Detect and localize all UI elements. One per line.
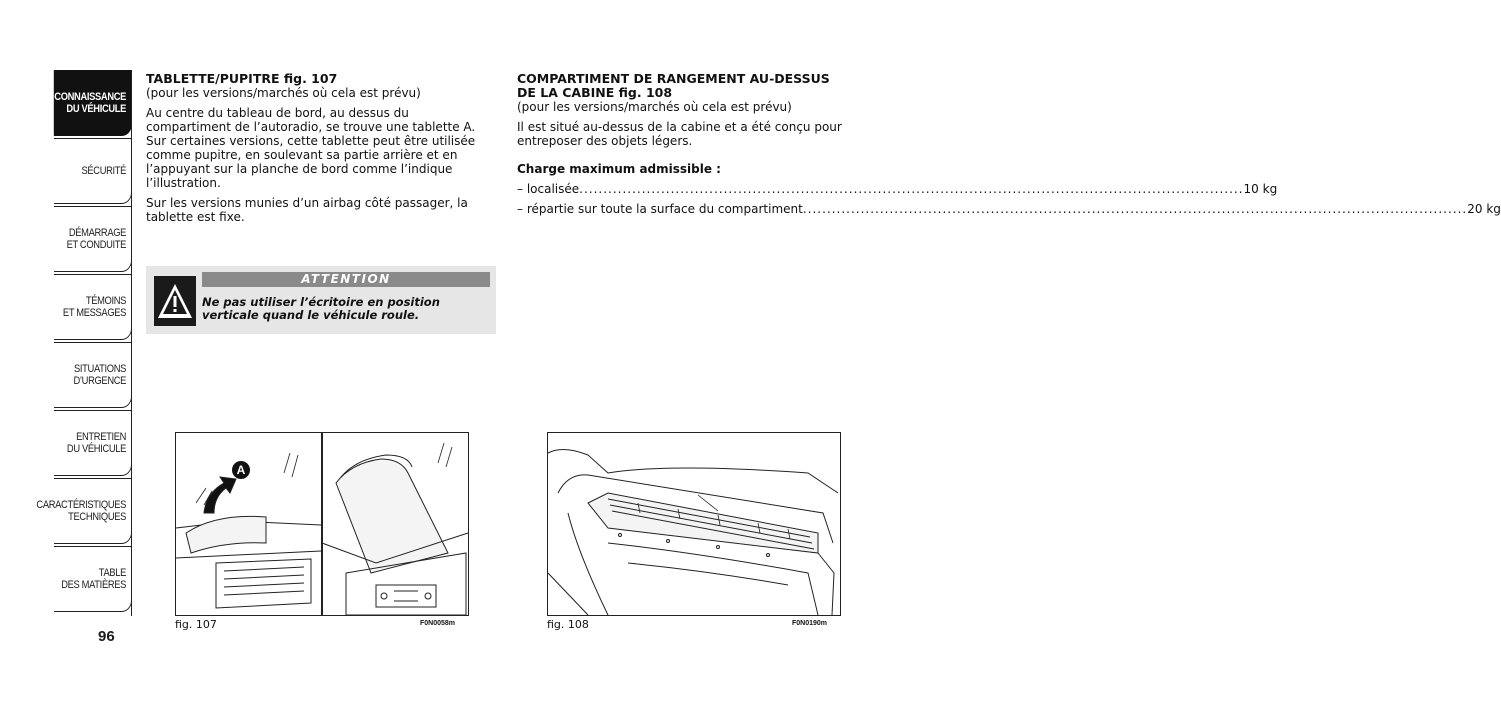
figure-code: F0N0190m: [792, 620, 828, 627]
figure-code: F0N0058m: [420, 620, 456, 627]
warning-triangle-icon: [154, 276, 196, 326]
warning-header: ATTENTION: [202, 272, 490, 287]
section-subtitle: (pour les versions/marchés où cela est prévu): [146, 86, 421, 100]
tab-connaissance-vehicule[interactable]: CONNAISSANCE DU VÉHICULE: [54, 70, 132, 136]
section-subtitle: (pour les versions/marchés où cela est prévu): [517, 100, 792, 114]
load-row: – localisée .......................................................................................................................................... 10 kg: [517, 182, 1278, 196]
load-heading: Charge maximum admissible :: [517, 162, 721, 176]
right-column: [517, 71, 1501, 222]
tab-situations-urgence[interactable]: SITUATIONS D’URGENCE: [54, 342, 132, 408]
warning-box: [146, 266, 496, 334]
paragraph: Il est situé au-dessus de la cabine et a été conçu pour entreposer des objets légers.: [517, 120, 842, 148]
tab-table-matieres[interactable]: TABLE DES MATIÈRES: [54, 546, 132, 612]
paragraph: Au centre du tableau de bord, au dessus du compartiment de l’autoradio, se trouve une tablette A. Sur certaines versions, cette tablette peut être utilisée comme pupitre, en soulevant sa partie arrière et en l’appuyant sur la planche de bord comme l’indique l’illustration.: [146, 106, 476, 190]
load-row: – répartie sur toute la surface du compartiment .......................................................................................................................................... 20 kg: [517, 202, 1501, 216]
tab-demarrage-conduite[interactable]: DÉMARRAGE ET CONDUITE: [54, 206, 132, 272]
page-number: 96: [98, 628, 115, 645]
sidebar-divider: [131, 70, 132, 616]
dashboard-tablet-drawing: [176, 433, 468, 615]
tab-securite[interactable]: SÉCURITÉ: [54, 138, 132, 204]
section-title-tablette: TABLETTE/PUPITRE fig. 107: [146, 71, 338, 86]
tab-temoins-messages[interactable]: TÉMOINS ET MESSAGES: [54, 274, 132, 340]
overhead-compartment-drawing: [548, 433, 840, 615]
paragraph: Sur les versions munies d’un airbag côté passager, la tablette est fixe.: [146, 196, 468, 224]
warning-text: Ne pas utiliser l’écritoire en position verticale quand le véhicule roule.: [202, 295, 440, 322]
figure-caption: fig. 107: [175, 618, 217, 631]
tab-caracteristiques-techniques[interactable]: CARACTÉRISTIQUES TECHNIQUES: [54, 478, 132, 544]
section-title-compartiment: COMPARTIMENT DE RANGEMENT AU-DESSUS DE LA CABINE fig. 108: [517, 71, 830, 100]
figure-108-illustration: [547, 432, 841, 616]
left-column: [146, 72, 496, 230]
figure-107-illustration: [175, 432, 469, 616]
tab-entretien-vehicule[interactable]: ENTRETIEN DU VÉHICULE: [54, 410, 132, 476]
label-a-marker: A: [232, 461, 250, 479]
figure-caption: fig. 108: [547, 618, 589, 631]
